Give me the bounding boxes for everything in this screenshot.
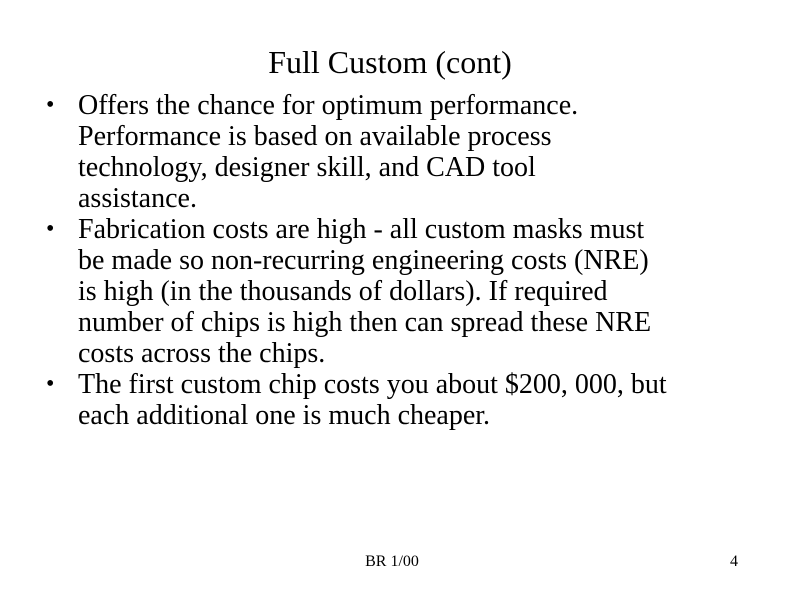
footer-author-date: BR 1/00	[365, 553, 419, 570]
bullet-text-line: assistance.	[78, 183, 197, 214]
bullet-text-line: each additional one is much cheaper.	[78, 400, 491, 431]
bullet-marker: •	[46, 216, 55, 242]
bullet-marker: •	[46, 92, 55, 118]
bullet-marker: •	[46, 371, 55, 397]
bullet-list	[44, 90, 764, 431]
bullet-item	[44, 90, 764, 214]
bullet-text-line: Offers the chance for optimum performance.	[78, 90, 579, 121]
bullet-text-line: number of chips is high then can spread these NRE	[78, 307, 652, 338]
bullet-text-line: Fabrication costs are high - all custom masks must	[78, 214, 645, 245]
bullet-item	[44, 369, 764, 431]
bullet-text-line: be made so non-recurring engineering costs (NRE)	[78, 245, 649, 276]
bullet-text-line: Performance is based on available process	[78, 121, 552, 152]
bullet-text-line: technology, designer skill, and CAD tool	[78, 152, 536, 183]
bullet-text-line: is high (in the thousands of dollars). If required	[78, 276, 608, 307]
page-number: 4	[730, 553, 738, 570]
bullet-text-line: costs across the chips.	[78, 338, 326, 369]
slide-title: Full Custom (cont)	[268, 44, 512, 80]
bullet-text-line: The first custom chip costs you about $200, 000, but	[78, 369, 667, 400]
bullet-item	[44, 214, 764, 369]
